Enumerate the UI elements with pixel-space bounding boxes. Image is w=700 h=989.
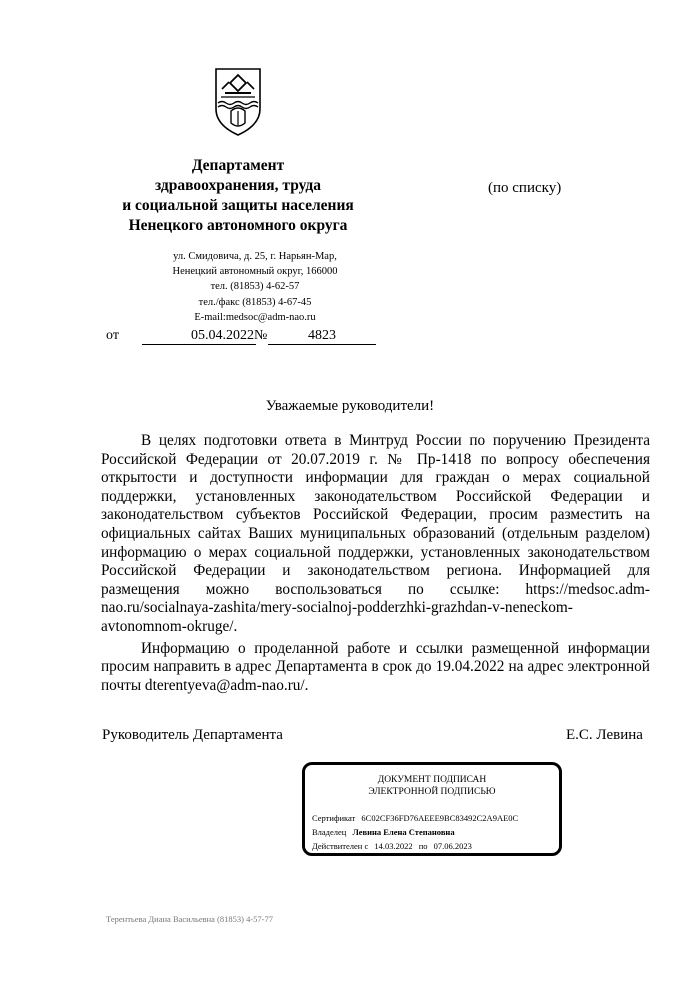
stamp-title <box>305 775 559 798</box>
address-fax: тел./факс (81853) 4-67-45 <box>198 296 312 308</box>
nenets-okrug-coat-of-arms-icon <box>213 67 263 137</box>
recipient: (по списку) <box>488 180 562 196</box>
executor-contact: Терентьева Диана Васильевна (81853) 4-57-77 <box>106 914 274 924</box>
stamp-title-line-1: ДОКУМЕНТ ПОДПИСАН <box>377 775 487 785</box>
registration-line <box>106 328 386 348</box>
letter-body <box>101 432 650 695</box>
document-date: 05.04.2022 <box>142 328 256 345</box>
signatory-position: Руководитель Департамента <box>102 727 283 743</box>
address-line: Ненецкий автономный округ, 166000 <box>172 266 338 278</box>
from-label: от <box>106 328 119 343</box>
certificate-value: 6C02CF36FD76AEEE9BC83492C2A9AE0C <box>361 813 519 823</box>
owner-value: Левина Елена Степановна <box>352 827 455 837</box>
valid-to-label: по <box>418 841 428 851</box>
address-email: E-mail:medsoc@adm-nao.ru <box>194 311 316 323</box>
address-line: ул. Смидовича, д. 25, г. Нарьян-Мар, <box>173 251 337 262</box>
valid-from: 14.03.2022 <box>374 841 413 851</box>
department-address <box>150 249 360 325</box>
valid-label: Действителен с <box>312 841 369 851</box>
department-line-1: Департамент <box>191 157 285 174</box>
address-phone: тел. (81853) 4-62-57 <box>210 281 300 293</box>
stamp-owner-row <box>312 825 522 839</box>
owner-label: Владелец <box>312 827 347 837</box>
body-paragraph-2: Информацию о проделанной работе и ссылки размещенной информации просим направить в адрес Департамента в срок до 19.04.2022 на адрес электронной почты dterentyeva@adm-nao.ru/. <box>101 639 650 694</box>
electronic-signature-stamp <box>302 762 562 856</box>
stamp-details <box>312 811 522 853</box>
document-number: 4823 <box>268 328 376 345</box>
number-label: № <box>254 328 268 343</box>
signatory-name: Е.С. Левина <box>566 727 643 743</box>
department-line-3: и социальной защиты населения <box>122 197 354 214</box>
stamp-validity-row <box>312 839 522 853</box>
body-paragraph-1: В целях подготовки ответа в Минтруд России по поручению Президента Российской Федерации от 20.07.2019 г. № Пр-1418 по вопросу обеспечения открытости и доступности информации для граждан о мерах социальной поддержки, установленных законодательством Российской Федерации и законодательством субъектов Российской Федерации, просим разместить на официальных сайтах Ваших муниципальных образований (отдельным разделом) информацию о мерах социальной поддержки, установленных законодательством Российской Федерации и законодательством региона. Информацией для размещения можно воспользоваться по ссылке: https://medsoc.adm-nao.ru/socialnaya-zashita/mery-socialnoj-podderzhki-grazhdan-v-neneckom-avtonomnom-okruge/. <box>101 432 650 635</box>
department-line-4: Ненецкого автономного округа <box>128 217 348 234</box>
stamp-certificate-row <box>312 811 522 825</box>
valid-to: 07.06.2023 <box>433 841 472 851</box>
department-name <box>100 156 376 236</box>
salutation: Уважаемые руководители! <box>265 398 435 414</box>
certificate-label: Сертификат <box>312 813 356 823</box>
department-line-2: здравоохранения, труда <box>154 177 322 194</box>
stamp-title-line-2: ЭЛЕКТРОННОЙ ПОДПИСЬЮ <box>368 786 496 797</box>
